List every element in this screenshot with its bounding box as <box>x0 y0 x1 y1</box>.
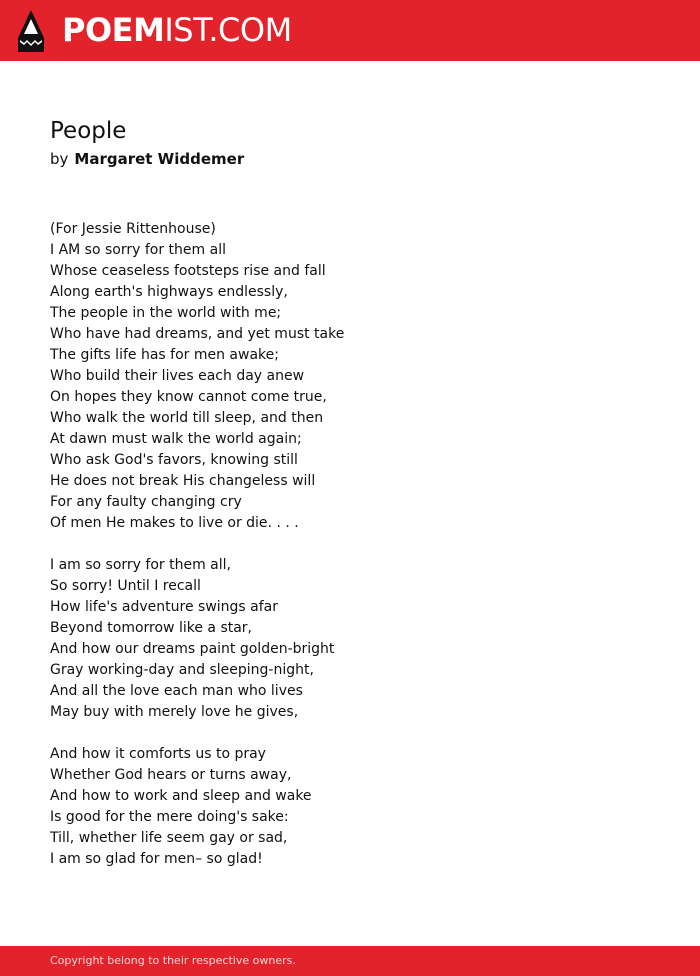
poem-line: I am so glad for men– so glad! <box>50 851 263 867</box>
poem-line: May buy with merely love he gives, <box>50 704 299 720</box>
site-header <box>0 0 700 61</box>
poem-line: I AM so sorry for them all <box>50 242 226 258</box>
poem-line: Whose ceaseless footsteps rise and fall <box>50 263 326 279</box>
poem-line: The people in the world with me; <box>50 305 282 321</box>
poem-line: Who ask God's favors, knowing still <box>50 452 298 468</box>
stanza-break <box>50 534 344 555</box>
poem-line: Beyond tomorrow like a star, <box>50 620 253 636</box>
poem-line: Who have had dreams, and yet must take <box>50 326 345 342</box>
poem-body <box>50 219 344 870</box>
poem-line: Till, whether life seem gay or sad, <box>50 830 288 846</box>
poem-line: On hopes they know cannot come true, <box>50 389 327 405</box>
poem-line: At dawn must walk the world again; <box>50 431 302 447</box>
poem-line: Of men He makes to live or die. . . . <box>50 515 299 531</box>
poem-line: He does not break His changeless will <box>50 473 316 489</box>
copyright-notice: Copyright belong to their respective owners. <box>50 954 296 967</box>
poem-line: I am so sorry for them all, <box>50 557 231 573</box>
site-logo[interactable] <box>62 10 292 50</box>
poem-line: And how our dreams paint golden-bright <box>50 641 335 657</box>
site-footer <box>0 946 700 976</box>
poem-title: People <box>50 118 127 144</box>
pencil-tip-icon <box>18 10 44 52</box>
poem-line: How life's adventure swings afar <box>50 599 278 615</box>
poem-line: Who walk the world till sleep, and then <box>50 410 324 426</box>
stanza-break <box>50 723 344 744</box>
poem-line: Is good for the mere doing's sake: <box>50 809 289 825</box>
poem-line: Who build their lives each day anew <box>50 368 305 384</box>
poem-line: For any faulty changing cry <box>50 494 242 510</box>
by-label: by <box>50 150 69 168</box>
logo-bold-text: POEM <box>62 11 165 49</box>
poem-line: And how it comforts us to pray <box>50 746 266 762</box>
poem-line: And how to work and sleep and wake <box>50 788 312 804</box>
poem-line: So sorry! Until I recall <box>50 578 201 594</box>
logo-light-text: IST.COM <box>164 11 292 49</box>
poem-line: And all the love each man who lives <box>50 683 303 699</box>
poem-line: Along earth's highways endlessly, <box>50 284 288 300</box>
poem-line: The gifts life has for men awake; <box>50 347 279 363</box>
poem-line: Whether God hears or turns away, <box>50 767 292 783</box>
author-name: Margaret Widdemer <box>74 150 245 168</box>
byline <box>50 149 244 169</box>
poem-line: Gray working-day and sleeping-night, <box>50 662 314 678</box>
poem-line: (For Jessie Rittenhouse) <box>50 221 216 237</box>
